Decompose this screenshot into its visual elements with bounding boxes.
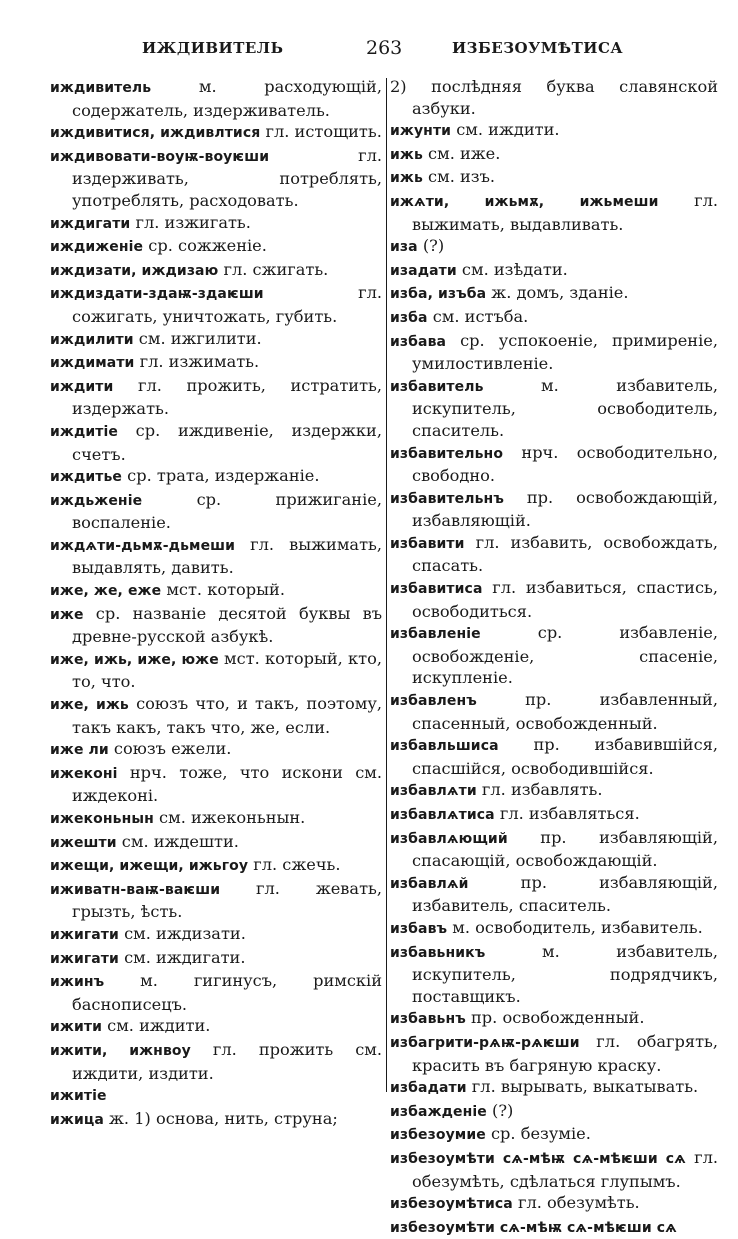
entry-headword: избавлѧти — [390, 783, 477, 800]
dictionary-entry — [390, 1100, 718, 1124]
entry-definition: нрч. тоже, что искони см. иждеконі. — [72, 762, 382, 806]
dictionary-entry — [390, 1147, 718, 1192]
entry-definition: гл. прожить см. иждити, издити. — [72, 1039, 382, 1083]
entry-definition: ср. иждивеніе, издержки, счетъ. — [72, 420, 382, 464]
entry-definition: (?) — [486, 1100, 514, 1120]
page-number: 263 — [366, 37, 403, 59]
dictionary-entry — [390, 487, 718, 532]
entry-headword: избава — [390, 333, 447, 350]
entry-headword: иждивовати-воуѭ-воуѥши — [50, 148, 270, 165]
dictionary-entry — [50, 648, 382, 693]
entry-definition: см. истъба. — [427, 306, 529, 326]
entry-headword: ижеконьнын — [50, 811, 154, 827]
page-header — [0, 37, 738, 67]
entry-definition: гл. прожить, истратить, издержать. — [72, 375, 382, 419]
entry-headword: избавьнъ — [390, 1011, 466, 1028]
entry-headword: ижинъ — [50, 974, 105, 991]
entry-headword: избавльшиса — [390, 738, 499, 755]
entry-definition: гл. изжимать. — [134, 352, 260, 372]
dictionary-entry — [390, 577, 718, 622]
entry-headword: изба — [390, 309, 428, 326]
dictionary-entry — [50, 1084, 382, 1108]
dictionary-entry — [50, 489, 382, 534]
entry-definition: ср. сожженіе. — [143, 236, 267, 256]
dictionary-entry — [390, 235, 718, 259]
entry-headword: иждилити — [50, 331, 134, 348]
entry-definition: гл. издерживать, потреблять, употреблять, расходовать. — [72, 145, 382, 210]
dictionary-entry — [50, 375, 382, 420]
entry-definition: ср. успокоеніе, примиреніе, умилостивленіе. — [412, 330, 718, 374]
dictionary-entry — [390, 259, 718, 283]
dictionary-entry — [50, 970, 382, 1015]
entry-headword: иждимати — [50, 355, 135, 372]
dictionary-entry — [390, 827, 718, 872]
entry-definition: см. изъ. — [422, 167, 496, 187]
entry-headword: иждизати, иждизаю — [50, 262, 219, 279]
entry-headword: избадати — [390, 1080, 467, 1097]
left-column — [50, 76, 382, 1131]
entry-headword: избавленіе — [390, 626, 481, 643]
entry-headword: ижѧти, ижьмѫ, ижьмеши — [390, 193, 659, 210]
dictionary-entry — [390, 1007, 718, 1031]
entry-definition: (?) — [417, 236, 445, 256]
entry-definition: союзъ что, и такъ, поэтому, такъ какъ, такъ что, же, если. — [72, 694, 382, 737]
entry-headword: ижити — [50, 1019, 102, 1036]
entry-definition: ср. названіе десятой буквы въ древне-русской азбукѣ. — [72, 603, 382, 647]
dictionary-entry — [50, 351, 382, 375]
entry-definition: ср. прижиганіе, воспаленіе. — [72, 489, 382, 533]
entry-definition: м. избавитель, искупитель, освободитель, спаситель. — [412, 375, 718, 440]
header-right-headword: ИЗБЕЗОУМѢТИСА — [452, 39, 624, 57]
entry-definition: пр. избавленный, спасенный, освобожденный. — [412, 690, 718, 733]
entry-definition: гл. сжечь. — [248, 855, 341, 875]
dictionary-entry — [50, 76, 382, 121]
dictionary-entry — [390, 622, 718, 689]
entry-headword: ижити, ижнвоу — [50, 1042, 191, 1059]
entry-definition: пр. освобождающій, избавляющій. — [412, 487, 718, 531]
entry-headword: иждитіе — [50, 423, 118, 440]
dictionary-entry — [390, 779, 718, 803]
dictionary-entry — [390, 282, 718, 306]
dictionary-entry — [390, 442, 718, 487]
entry-definition: союзъ ежели. — [108, 739, 232, 759]
column-divider — [386, 78, 387, 1092]
dictionary-entry — [390, 872, 718, 917]
dictionary-entry — [50, 878, 382, 923]
entry-definition: см. изѣдати. — [456, 259, 568, 279]
entry-definition: мст. который, кто, то, что. — [72, 648, 383, 692]
entry-definition: пр. избавившійся, спасшійся, освободившійся. — [412, 735, 718, 778]
entry-headword: иждити — [50, 378, 114, 395]
dictionary-entry — [390, 532, 718, 577]
dictionary-entry — [390, 306, 718, 330]
entry-definition: гл. обезумѣть, сдѣлаться глупымъ. — [412, 1147, 718, 1191]
entry-definition: гл. сожигать, уничтожать, губить. — [72, 283, 382, 326]
dictionary-entry — [390, 917, 718, 941]
dictionary-entry — [390, 375, 718, 442]
entry-definition: 2) послѣдняя буква славянской азбуки. — [390, 77, 718, 118]
entry-headword: иже — [50, 606, 84, 623]
entry-headword: ижица — [50, 1111, 104, 1128]
dictionary-entry — [390, 119, 718, 143]
entry-headword: ижь — [390, 170, 423, 187]
dictionary-entry — [390, 1216, 718, 1239]
entry-definition: ср. избавленіе, освобожденіе, спасеніе, искупленіе. — [412, 623, 718, 688]
right-column — [390, 76, 718, 1239]
entry-headword: ижь — [390, 146, 423, 163]
dictionary-entry — [390, 803, 718, 827]
entry-definition: мст. который. — [161, 580, 285, 600]
entry-definition: см. иждизати. — [118, 923, 246, 943]
entry-headword: ижеконі — [50, 765, 118, 782]
entry-definition: ср. безуміе. — [485, 1124, 591, 1144]
dictionary-entry — [390, 1076, 718, 1100]
dictionary-entry — [50, 1039, 382, 1084]
entry-headword: избагрити-рѧѭ-рѧѥши — [390, 1034, 580, 1051]
entry-headword: изба, изъба — [390, 286, 487, 303]
entry-definition: гл. обагрять, красить въ багряную краску. — [412, 1031, 718, 1075]
dictionary-entry — [390, 941, 718, 1008]
dictionary-entry — [50, 534, 382, 579]
entry-headword: иждѧти-дьмѫ-дьмеши — [50, 537, 236, 554]
entry-headword: иждиженіе — [50, 239, 144, 256]
dictionary-entry — [50, 328, 382, 352]
entry-definition: см. иже. — [422, 143, 501, 163]
dictionary-entry — [50, 579, 382, 603]
entry-definition: см. иждешти. — [116, 831, 239, 851]
entry-headword: избезоумѣти сѧ-мѣѭ сѧ-мѣѥши сѧ — [390, 1150, 686, 1167]
entry-headword: ижунти — [390, 123, 452, 140]
entry-definition: см. иждити. — [101, 1016, 211, 1036]
entry-headword: избавитиса — [390, 581, 483, 598]
entry-headword: иже, ижь, иже, юже — [50, 651, 219, 668]
entry-headword: иждитье — [50, 469, 123, 486]
dictionary-entry — [390, 689, 718, 734]
entry-headword: ижигати — [50, 926, 119, 943]
entry-headword: избавительнъ — [390, 490, 504, 507]
header-left-headword: ИЖДИВИТЕЛЬ — [142, 39, 284, 57]
dictionary-entry — [390, 143, 718, 167]
dictionary-entry — [50, 603, 382, 648]
entry-definition: пр. освобожденный. — [465, 1008, 645, 1028]
entry-headword: избавлѧй — [390, 875, 469, 892]
dictionary-entry — [390, 734, 718, 779]
entry-headword: избезоумие — [390, 1127, 486, 1144]
entry-headword: изадати — [390, 262, 457, 279]
entry-definition: гл. изжигать. — [130, 212, 251, 232]
entry-headword: иждигати — [50, 215, 131, 232]
dictionary-entry — [50, 831, 382, 855]
entry-definition: м. избавитель, искупитель, подрядчикъ, поставщикъ. — [412, 941, 718, 1006]
dictionary-entry — [50, 947, 382, 971]
entry-definition: ср. трата, издержаніе. — [122, 466, 320, 486]
dictionary-entry — [50, 121, 382, 145]
entry-headword: избавъ — [390, 920, 448, 937]
entry-definition: гл. обезумѣть. — [512, 1193, 640, 1213]
dictionary-entry — [390, 1031, 718, 1076]
entry-definition: гл. вырывать, выкатывать. — [466, 1077, 699, 1097]
entry-headword: ижещи, ижещи, ижьгоу — [50, 858, 249, 875]
entry-definition: м. гигинусъ, римскій баснописецъ. — [72, 971, 382, 1014]
entry-headword: иже, же, еже — [50, 583, 162, 600]
entry-headword: избезоумѣтиса — [390, 1196, 513, 1213]
entry-definition: см. иждити. — [451, 120, 560, 140]
entry-headword: иждьженіе — [50, 492, 143, 509]
dictionary-entry — [390, 190, 718, 235]
dictionary-entry — [50, 807, 382, 831]
dictionary-entry — [50, 465, 382, 489]
entry-definition: гл. избавиться, спастись, освободиться. — [412, 578, 718, 621]
dictionary-entry — [50, 420, 382, 465]
entry-headword: иждивитися, иждивлтися — [50, 125, 261, 142]
dictionary-entry — [390, 1192, 718, 1216]
dictionary-entry — [50, 738, 382, 762]
entry-definition: нрч. освободительно, свободно. — [412, 442, 718, 486]
entry-headword: избавительно — [390, 445, 504, 462]
dictionary-entry — [50, 282, 382, 327]
dictionary-entry — [390, 1123, 718, 1147]
entry-headword: ижигати — [50, 950, 119, 967]
dictionary-entry — [50, 923, 382, 947]
dictionary-entry — [50, 1015, 382, 1039]
dictionary-entry — [50, 762, 382, 807]
entry-definition: гл. избавляться. — [494, 804, 640, 823]
entry-headword: избавити — [390, 535, 465, 552]
dictionary-entry — [50, 235, 382, 259]
entry-headword: избавлѧющий — [390, 830, 508, 847]
entry-definition: гл. избавить, освобождать, спасать. — [412, 532, 718, 576]
entry-headword: иже, ижь — [50, 697, 129, 714]
dictionary-entry — [50, 1108, 382, 1132]
entry-definition: гл. выжимать, выдавлять, давить. — [72, 534, 382, 578]
entry-definition: гл. выжимать, выдавливать. — [412, 190, 718, 234]
entry-definition: м. освободитель, избавитель. — [447, 917, 703, 937]
entry-headword: избавлѧтиса — [390, 807, 495, 823]
entry-definition: см. ижеконьнын. — [153, 808, 306, 827]
entry-headword: избавитель — [390, 378, 484, 395]
entry-definition: м. расходующій, содержатель, издерживатель. — [72, 77, 382, 120]
entry-definition: ж. 1) основа, нить, струна; — [103, 1108, 338, 1128]
entry-headword: иже ли — [50, 742, 109, 759]
entry-definition: см. иждигати. — [118, 947, 246, 967]
entry-definition: ж. домъ, зданіе. — [486, 283, 629, 303]
entry-definition: гл. истощить. — [260, 122, 382, 142]
entry-headword: ижитіе — [50, 1088, 107, 1105]
entry-headword: избавленъ — [390, 693, 477, 710]
entry-headword: избезоумѣти сѧ-мѣѭ сѧ-мѣѥши сѧ — [390, 1219, 677, 1236]
entry-headword: избавьникъ — [390, 944, 486, 961]
dictionary-entry — [50, 145, 382, 212]
entry-definition: пр. избавляющій, избавитель, спаситель. — [412, 872, 718, 916]
entry-headword: избажденіе — [390, 1103, 487, 1120]
entry-definition: гл. жевать, грызть, ѣсть. — [72, 878, 382, 922]
entry-headword: иждиздати-здаѭ-здаѥши — [50, 286, 264, 303]
entry-definition: см. ижгилити. — [133, 328, 262, 348]
entry-headword: иза — [390, 239, 418, 256]
dictionary-entry — [390, 76, 718, 119]
entry-definition: пр. избавляющій, спасающій, освобождающій. — [412, 827, 718, 871]
entry-headword: иживатн-ваѭ-ваѥши — [50, 881, 221, 898]
entry-definition: гл. сжигать. — [218, 259, 329, 279]
dictionary-entry — [50, 212, 382, 236]
dictionary-entry — [50, 693, 382, 738]
entry-definition: гл. избавлять. — [476, 780, 603, 800]
dictionary-entry — [390, 166, 718, 190]
entry-headword: ижешти — [50, 834, 117, 851]
dictionary-entry — [50, 259, 382, 283]
dictionary-entry — [390, 330, 718, 375]
dictionary-entry — [50, 854, 382, 878]
entry-headword: иждивитель — [50, 80, 152, 96]
